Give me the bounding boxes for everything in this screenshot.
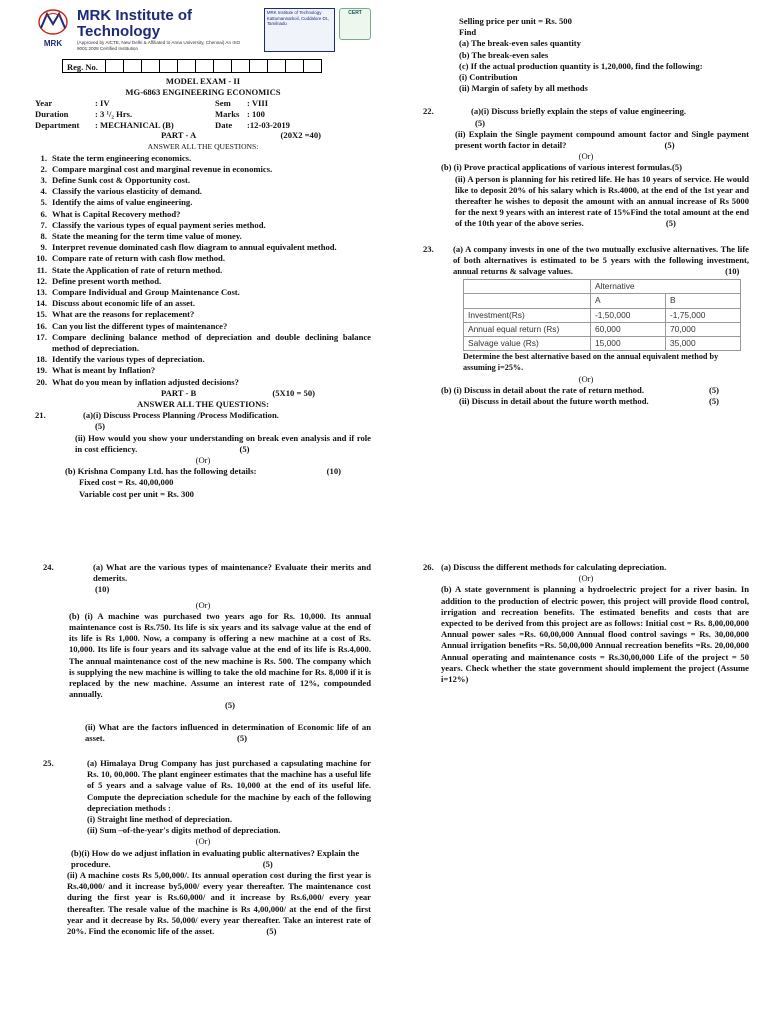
table-col-b: B: [666, 294, 741, 308]
q21-b-marks: (10): [326, 466, 341, 477]
part-b-heading: [35, 388, 371, 399]
part-a-question: [35, 377, 371, 388]
reg-digit-box: [250, 59, 268, 73]
question-text: Identify the various types of depreciation.: [52, 354, 205, 365]
q25-b1: [35, 848, 371, 870]
or-divider: (Or): [195, 836, 211, 847]
q24-b2: [35, 722, 371, 744]
department-value: : MECHANICAL (B): [95, 119, 174, 130]
q21-b-text: (b) Krishna Company Ltd. has the following details:: [65, 466, 257, 477]
question-text: What is meant by Inflation?: [52, 365, 156, 376]
list-item: (i) Straight line method of depreciation.: [87, 814, 232, 825]
q23-b1-text: (b) (i) Discuss in detail about the rate of return method.: [441, 384, 644, 395]
q23-b2-marks: (5): [708, 396, 719, 407]
q25-b2-text: (ii) A machine costs Rs 5,00,000/. Its annual operation cost during the first year is Rs.40,000/ and it increase by5,000/ every year thereafter. The maintenance cost during the first year is Rs.60,000/ and it increase by Rs.6,000/ every year thereafter. The resale value of the machine is Rs 4,00,000/ at the end of the first year and it decrease by Rs. 50,000/ every year thereafter. Take an interest rate of 20%. Find the economic life of the asset.: [67, 870, 371, 937]
list-item: (a) The break-even sales quantity: [459, 38, 581, 49]
part-a-question: [35, 220, 371, 231]
question-text: Define Sunk cost & Opportunity cost.: [52, 175, 190, 185]
q22-b1-text: (b) (i) Prove practical applications of various interest formulas.(5): [441, 162, 682, 173]
sem-label: Sem: [215, 98, 231, 109]
table-row: [464, 308, 741, 322]
q21-find-items: [459, 38, 749, 94]
question-text: Discuss about economic life of an asset.: [52, 298, 195, 309]
question-text: Classify the various types of equal payment series method.: [52, 219, 266, 230]
question-number: 2.: [40, 163, 47, 174]
part-a-question: [35, 309, 371, 320]
table-cell-b: -1,75,000: [666, 308, 741, 322]
table-header-row: [464, 280, 741, 294]
duration-value: : 3 ¹/₂ Hrs.: [95, 109, 133, 119]
or-divider: (Or): [195, 599, 211, 610]
sem-value: : VIII: [247, 98, 269, 109]
part-b-marks: (5X10 = 50): [272, 387, 315, 398]
part-a-question: [35, 276, 371, 287]
part-a-question: [35, 253, 371, 264]
part-a-question: [35, 175, 371, 186]
question-23: [423, 244, 749, 408]
question-number: 20.: [36, 376, 47, 387]
table-empty-cell: [464, 294, 591, 308]
question-number: 26.: [423, 562, 434, 572]
institute-subtitle: (Approved by AICTE, New Delhi & Affiliated to Anna University, Chennai) An ISO 9001:2008 Certified Institution: [77, 40, 241, 51]
question-number: 21.: [35, 410, 46, 421]
question-number: 16.: [36, 320, 47, 331]
question-text: State the meaning for the term time value of money.: [52, 231, 242, 242]
table-row-label: Salvage value (Rs): [464, 337, 591, 351]
q21-b: [35, 466, 371, 477]
question-text: What do you mean by inflation adjusted decisions?: [52, 376, 239, 387]
reg-digit-box: [124, 59, 142, 73]
question-number: 15.: [36, 309, 47, 320]
marks-label: Marks: [215, 109, 240, 119]
question-number: 25.: [43, 758, 54, 769]
table-header-alternative: Alternative: [591, 280, 741, 294]
cert-icon: CERT: [348, 10, 362, 16]
part-a-heading: [35, 130, 371, 141]
question-number: 7.: [40, 219, 47, 230]
table-cell-b: 70,000: [666, 322, 741, 336]
reg-digit-box: [304, 59, 322, 73]
part-a-question: [35, 265, 371, 276]
question-25: [35, 758, 371, 937]
reg-digit-box: [196, 59, 214, 73]
question-21-continued: [423, 16, 749, 94]
question-number: 24.: [43, 562, 54, 572]
or-divider: (Or): [578, 151, 594, 162]
part-a-question: [35, 197, 371, 208]
q24-b1: [35, 611, 371, 701]
question-text: Compare declining balance method of depreciation and double declining balance method of depreciation.: [52, 331, 371, 354]
q21-fixed-cost: Fixed cost = Rs. 40,00,000: [79, 477, 174, 488]
q24-a-text: (a) What are the various types of maintenance? Evaluate their merits and demerits.: [93, 562, 371, 584]
q22-a2: [423, 129, 749, 151]
date-label: Date: [215, 119, 233, 130]
q22-b2-text: (ii) A person is planning for his retired life. He has 10 years of service. He would like to deposit 20% of his salary which is Rs.4000, at the end of the 1st year and thereafter he wishes to deposit the amount with an annual increase of Rs 5000 for the next 9 years with an interest rate of 15%Find the total amount at the end of the 10th year of the above series.: [455, 173, 749, 229]
question-number: 12.: [36, 275, 47, 286]
question-text: State the term engineering economics.: [52, 152, 192, 163]
question-number: 10.: [36, 253, 47, 264]
year-value: : IV: [95, 98, 110, 109]
list-item: (ii) Sum –of-the-year's digits method of depreciation.: [87, 825, 281, 836]
q24-a-marks: (10): [95, 584, 110, 595]
q21-selling-price: Selling price per unit = Rs. 500: [459, 16, 572, 26]
certification-badge: [339, 8, 371, 40]
table-row-label: Annual equal return (Rs): [464, 322, 591, 336]
question-text: Compare Individual and Group Maintenance Cost.: [52, 287, 240, 298]
table-cell-a: 60,000: [591, 322, 666, 336]
reg-digit-box: [106, 59, 124, 73]
question-number: 1.: [40, 152, 47, 163]
reg-digit-box: [268, 59, 286, 73]
part-a-question: [35, 209, 371, 220]
part-a-question: [35, 231, 371, 242]
part-a-title: PART - A: [161, 130, 197, 141]
part-a-question: [35, 153, 371, 164]
question-text: Compare marginal cost and marginal revenue in economics.: [52, 163, 273, 174]
q21-find: Find: [459, 27, 477, 38]
institute-logo: [35, 8, 71, 48]
question-text: Compare rate of return with cash flow method.: [52, 253, 225, 264]
q22-a2-text: (ii) Explain the Single payment compound amount factor and Single payment present worth factor in detail?: [455, 128, 749, 151]
question-21: [35, 410, 371, 500]
q24-b1-text: (b) (i) A machine was purchased two years ago for Rs. 10,000. Its annual maintenance cost is Rs.750. Its life is six years and its salvage value at the end of its life is Rs 1,000. Now, a company is offering a new machine at a cost of Rs. 10,000. Its life is four years and its salvage value at the end of its life is Rs.4,000. The annual maintenance cost of the new machine is Rs. 500. The company which is supplying the new machine is willing to take the old machine for Rs. 8,000 if it is replaced by the new machine. Assume an interest rate of 12%, compounded annually.: [69, 610, 371, 700]
table-cell-a: -1,50,000: [591, 308, 666, 322]
right-column-bottom: [423, 562, 749, 685]
q21-a-text: (a)(i) Discuss Process Planning /Process Modification.: [83, 410, 279, 421]
question-number: 19.: [36, 365, 47, 376]
institute-name: MRK Institute of Technology: [77, 7, 192, 40]
part-a-marks: (20X2 =40): [280, 130, 321, 141]
q23-a-marks: (10): [725, 266, 740, 277]
question-text: Interpret revenue dominated cash flow diagram to annual equivalent method.: [52, 242, 337, 253]
institute-address-box: MRK Institute of Technology Kattumannarkoil, Cuddalore Dt., Tamilnadu: [264, 8, 335, 52]
question-26: [423, 562, 749, 685]
left-column-bottom: [35, 562, 371, 937]
q23-b1-marks: (5): [708, 384, 719, 395]
left-column-top: [35, 8, 371, 500]
date-value: :12-03-2019: [247, 119, 290, 130]
q23-b2-text: (ii) Discuss in detail about the future worth method.: [459, 396, 649, 407]
table-cell-b: 35,000: [666, 337, 741, 351]
part-a-question: [35, 298, 371, 309]
q25-b1-text: (b)(i) How do we adjust inflation in evaluating public alternatives? Explain the procedure.: [71, 847, 360, 869]
question-24: [35, 562, 371, 744]
question-number: 17.: [36, 331, 47, 342]
reg-digit-box: [160, 59, 178, 73]
q24-b2-marks: (5): [236, 732, 247, 743]
q22-a2-marks: (5): [664, 140, 675, 151]
part-a-question: [35, 321, 371, 332]
year-label: Year: [35, 98, 53, 109]
q22-a-text: (a)(i) Discuss briefly explain the steps of value engineering.: [471, 106, 687, 117]
reg-digit-box: [286, 59, 304, 73]
reg-digit-box: [232, 59, 250, 73]
table-row: [464, 337, 741, 351]
q21-a-marks: (5): [95, 421, 106, 432]
part-a-question: [35, 332, 371, 354]
right-column-top: [423, 16, 749, 407]
list-item: (ii) Margin of safety by all methods: [459, 83, 588, 94]
or-divider: (Or): [195, 455, 211, 466]
q23-a-body: (a) A company invests in one of the two mutually exclusive alternatives. The life of both alternatives is estimated to be 5 years with the following investment, annual returns & salvage values.: [453, 243, 749, 277]
q26-b-text: (b) A state government is planning a hydroelectric project for a river basin. In addition to the production of electric power, this project will provide flood control, irrigation and recreation benefits. The estimated benefits and costs that are expected to be derived from this project are as follows: Initial cost = Rs. 8,00,00,000 Annual power sales =Rs. 60,00,000 Annual flood control savings = Rs. 30,00,000 Annual irrigation benefits =Rs. 50,00,000 Annual recreation benefits =Rs. 20,00,000 Annual operating and maintenance costs = Rs.30,00,000 Life of the project = 50 years. Check whether the state government should implement the project (Assume i=12%): [441, 584, 749, 685]
reg-digit-box: [142, 59, 160, 73]
q23-a-text: [453, 244, 749, 278]
question-number: 22.: [423, 106, 434, 117]
marks-value: : 100: [247, 109, 265, 119]
department-label: Department: [35, 119, 80, 130]
question-number: 11.: [36, 264, 47, 275]
q22-a-marks: (5): [475, 117, 486, 128]
q25-a-items: [35, 814, 371, 836]
part-a-question: [35, 354, 371, 365]
question-number: 18.: [36, 354, 47, 365]
question-number: 9.: [40, 242, 47, 253]
table-cell-a: 15,000: [591, 337, 666, 351]
q24-b1-marks: (5): [225, 700, 236, 711]
q23-b2: [423, 396, 749, 407]
question-number: 3.: [40, 175, 47, 185]
question-text: Classify the various elasticity of demand.: [52, 186, 202, 197]
question-text: What is Capital Recovery method?: [52, 208, 181, 219]
register-number-row: [62, 58, 371, 74]
logo-text: MRK: [43, 39, 63, 48]
part-b-title: PART - B: [161, 387, 197, 398]
alternatives-table: [463, 279, 741, 351]
part-a-question-list: [35, 153, 371, 388]
question-22: [423, 106, 749, 229]
q21-a2-text: (ii) How would you show your understanding on break even analysis and if role in cost efficiency.: [75, 432, 371, 454]
question-text: Define present worth method.: [52, 275, 162, 286]
table-col-row: [464, 294, 741, 308]
part-a-question: [35, 186, 371, 197]
q25-b2-marks: (5): [266, 926, 277, 937]
list-item: (b) The break-even sales: [459, 49, 549, 60]
part-a-question: [35, 242, 371, 253]
q25-a-text: (a) Himalaya Drug Company has just purchased a capsulating machine for Rs. 10, 00,000. The plant engineer estimates that the machine has a useful life of 5 years and a salvage value of Rs. 10,000 at the end of its useful life. Compute the depreciation schedule for the machine by each of the following depreciation methods :: [87, 758, 371, 813]
q24-b2-text: (ii) What are the factors influenced in determination of Economic life of an asset.: [85, 721, 371, 743]
table-row: [464, 322, 741, 336]
list-item: (c) If the actual production quantity is 1,20,000, find the following:: [459, 60, 703, 71]
reg-digit-box: [214, 59, 232, 73]
exam-meta: [35, 98, 371, 130]
question-number: 23.: [423, 243, 434, 254]
q21-a2-marks: (5): [239, 443, 250, 454]
question-number: 13.: [36, 287, 47, 298]
part-b-instruction: ANSWER ALL THE QUESTIONS:: [137, 399, 269, 410]
q25-b2: [35, 870, 371, 937]
question-number: 8.: [40, 231, 47, 242]
question-text: State the Application of rate of return method.: [52, 264, 223, 275]
question-text: Can you list the different types of maintenance?: [52, 320, 228, 331]
q25-b1-marks: (5): [262, 858, 273, 869]
list-item: (i) Contribution: [459, 72, 518, 83]
part-a-instruction: ANSWER ALL THE QUESTIONS:: [147, 142, 259, 152]
q22-b2-marks: (5): [665, 218, 676, 229]
q26-a-text: (a) Discuss the different methods for calculating depreciation.: [441, 562, 667, 572]
subject-title: MG-6863 ENGINEERING ECONOMICS: [125, 87, 281, 98]
question-text: Identify the aims of value engineering.: [52, 197, 193, 208]
part-a-question: [35, 365, 371, 376]
question-number: 6.: [40, 208, 47, 219]
question-number: 14.: [36, 298, 47, 309]
part-a-question: [35, 164, 371, 175]
q21-variable-cost: Variable cost per unit = Rs. 300: [79, 488, 194, 499]
exam-title: MODEL EXAM - II: [165, 76, 241, 86]
q22-b2: [423, 174, 749, 230]
or-divider: (Or): [578, 573, 594, 584]
q23-b1: [423, 385, 749, 396]
table-corner-cell: [464, 280, 591, 294]
question-number: 4.: [40, 186, 47, 197]
or-divider: (Or): [578, 373, 594, 384]
reg-no-label: Reg. No.: [62, 59, 106, 73]
part-a-question: [35, 287, 371, 298]
duration-label: Duration: [35, 109, 69, 119]
question-number: 5.: [40, 197, 47, 208]
table-col-a: A: [591, 294, 666, 308]
table-row-label: Investment(Rs): [464, 308, 591, 322]
q23-a-after: Determine the best alternative based on the annual equivalent method by assuming i=25%.: [463, 352, 719, 373]
institute-header: [35, 8, 371, 54]
question-text: What are the reasons for replacement?: [52, 309, 195, 320]
reg-digit-box: [178, 59, 196, 73]
q21-a2: [35, 433, 371, 455]
